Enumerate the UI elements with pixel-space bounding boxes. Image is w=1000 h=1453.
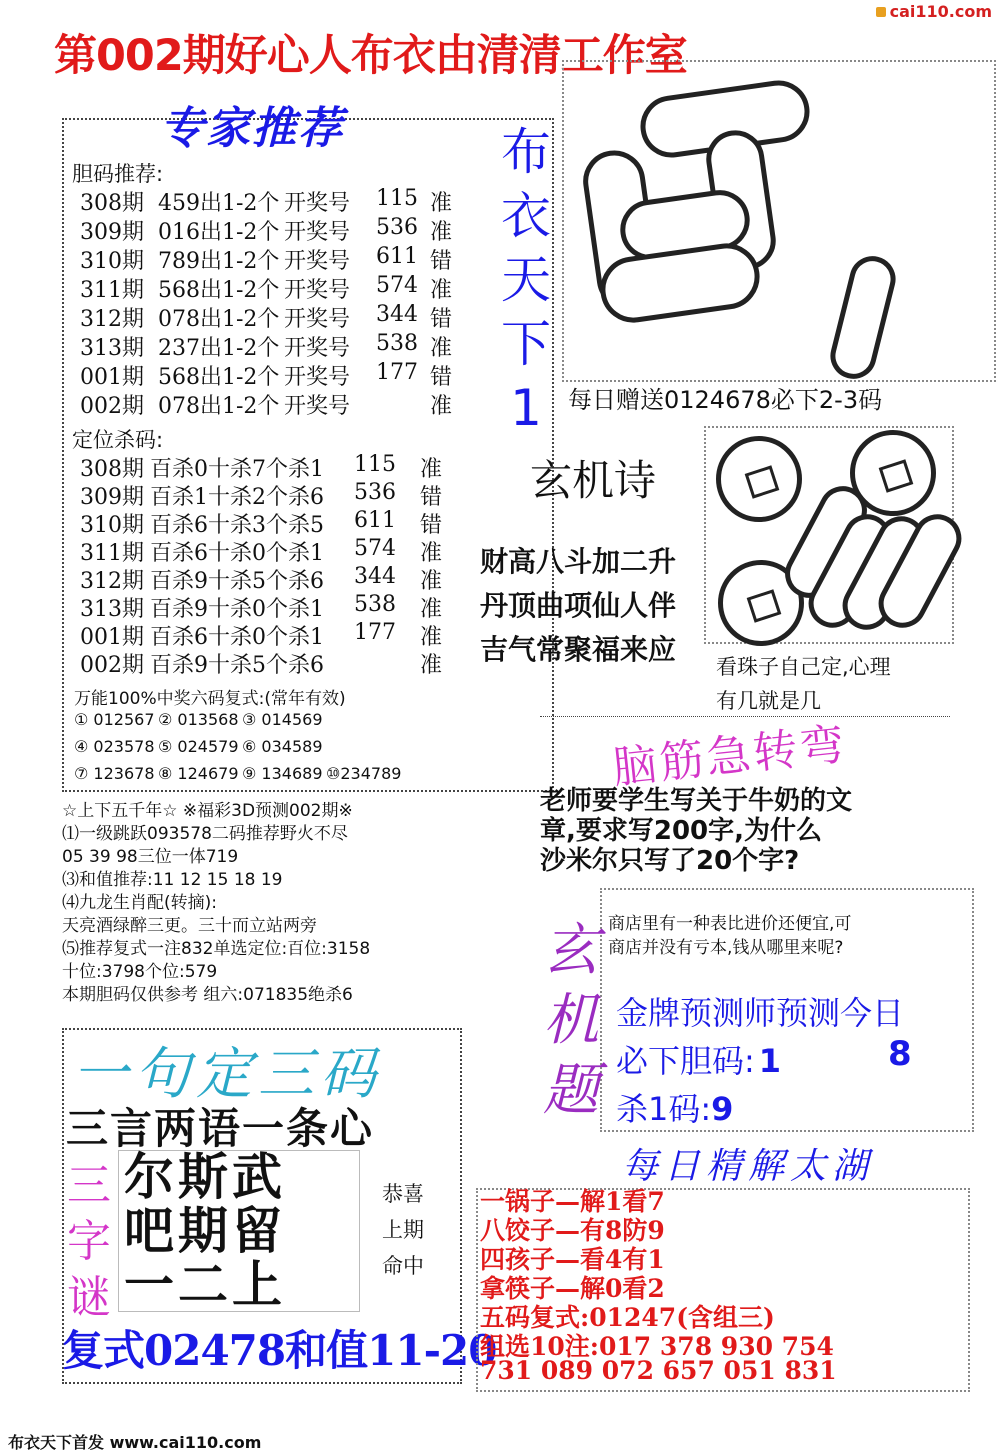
- dan-result: 错: [430, 307, 453, 332]
- kill-period: 309期: [80, 485, 144, 510]
- taihu-line: 八饺子—有8防9: [480, 1216, 665, 1245]
- dan-result: 错: [430, 365, 453, 390]
- wanneng-item: ④ 023578: [74, 737, 155, 756]
- history-line: ⑸推荐复式一注832单选定位:百位:3158: [62, 939, 371, 959]
- kill-result: 错: [420, 513, 443, 538]
- riddle-label: [64, 1158, 114, 1326]
- poem-note: [716, 650, 891, 718]
- riddle-line-3: 一二上: [124, 1256, 286, 1314]
- history-line: 天亮酒绿醉三更。三十而立站两旁: [62, 916, 317, 936]
- footer: 布衣天下首发 www.cai110.com: [8, 1433, 262, 1452]
- kill-pick: 百杀6十杀0个杀1: [150, 625, 324, 650]
- yiju-heading: 一句定三码: [72, 1042, 382, 1107]
- kill-result: 准: [420, 597, 443, 622]
- kill-period: 311期: [80, 541, 144, 566]
- history-line: 本期胆码仅供参考 组六:071835绝杀6: [62, 985, 353, 1005]
- dan-period: 308期: [80, 191, 144, 216]
- xuanji-label-2: 机: [543, 988, 599, 1053]
- taihu-line: 五码复式:01247(含组三): [480, 1303, 775, 1332]
- congrats-3: 命中: [382, 1254, 424, 1278]
- header-title: 第002期好心人布衣由清清工作室: [54, 31, 687, 81]
- logo-icon: [876, 7, 886, 17]
- dan-num: 611: [376, 244, 418, 269]
- dan-period: 313期: [80, 336, 144, 361]
- kill-result: 准: [420, 653, 443, 678]
- brain-question: [540, 786, 852, 876]
- dan-num: 538: [376, 331, 418, 356]
- poem-heading: 玄机诗: [530, 456, 657, 505]
- dan-pick: 459出1-2个: [158, 191, 280, 216]
- brain-line-2: 章,要求写200字,为什么: [540, 816, 823, 846]
- taihu-heading: 每日精解太湖: [622, 1146, 875, 1187]
- expert-heading: 专家推荐: [160, 103, 344, 154]
- dan-num: 115: [376, 186, 418, 211]
- dan-kaijiang: 开奖号: [284, 394, 351, 419]
- kill-pick: 百杀1十杀2个杀6: [150, 485, 324, 510]
- dan-num: 177: [376, 360, 418, 385]
- dan-result: 准: [430, 336, 453, 361]
- poem-note-1: 看珠子自己定,心理: [716, 655, 891, 679]
- wanneng-item: ⑨ 134689: [242, 764, 323, 783]
- dan-label: 胆码推荐:: [72, 162, 164, 186]
- buyi-char-1: 布: [501, 123, 551, 181]
- dan-kaijiang: 开奖号: [284, 249, 351, 274]
- congrats-1: 恭喜: [382, 1182, 424, 1206]
- wanneng-item: ② 013568: [158, 710, 239, 729]
- dan-pick: 568出1-2个: [158, 365, 280, 390]
- xuanji-label-3: 题: [543, 1058, 599, 1123]
- dan-pick: 078出1-2个: [158, 307, 280, 332]
- kill-num: 611: [354, 508, 396, 533]
- dan-period: 002期: [80, 394, 144, 419]
- dan-num: 574: [376, 273, 418, 298]
- yiju-phrase: 三言两语一条心: [66, 1104, 375, 1153]
- kill-period: 312期: [80, 569, 144, 594]
- taihu-line: 一锅子—解1看7: [480, 1187, 665, 1216]
- riddle-label-2: 字: [67, 1216, 111, 1267]
- kill-period: 002期: [80, 653, 144, 678]
- dan-kaijiang: 开奖号: [284, 336, 351, 361]
- poem-line-1: 财高八斗加二升: [480, 545, 677, 578]
- poem-line-2: 丹顶曲项仙人伴: [480, 589, 677, 622]
- wanneng-item: ① 012567: [74, 710, 155, 729]
- xuanji-question-2: 商店并没有亏本,钱从哪里来呢?: [608, 938, 844, 958]
- kill-result: 错: [420, 485, 443, 510]
- fushi-line: 复式02478和值11-20: [62, 1326, 497, 1375]
- wanneng-label: 万能100%中奖六码复式:(常年有效): [74, 689, 346, 709]
- kill-result: 准: [420, 541, 443, 566]
- brain-line-1: 老师要学生写关于牛奶的文: [540, 786, 853, 816]
- xuanji-question: [608, 912, 851, 960]
- dan-period: 311期: [80, 278, 144, 303]
- dan-pick: 237出1-2个: [158, 336, 280, 361]
- kill-num: 115: [354, 452, 396, 477]
- kill-period: 310期: [80, 513, 144, 538]
- brain-heading: 脑筋急转弯: [610, 718, 850, 795]
- kill-period: 313期: [80, 597, 144, 622]
- riddle-label-3: 谜: [67, 1272, 111, 1323]
- brain-line-3: 沙米尔只写了20个字?: [540, 846, 800, 876]
- kill-pick: 百杀0十杀7个杀1: [150, 457, 324, 482]
- kill-period: 001期: [80, 625, 144, 650]
- poem-note-2: 有几就是几: [716, 689, 821, 713]
- wanneng-item: ⑤ 024579: [158, 737, 239, 756]
- congrats: [382, 1176, 424, 1284]
- dan-result: 准: [430, 394, 453, 419]
- dan-period: 312期: [80, 307, 144, 332]
- dan-period: 310期: [80, 249, 144, 274]
- wanneng-item: ③ 014569: [242, 710, 323, 729]
- dan-kaijiang: 开奖号: [284, 191, 351, 216]
- congrats-2: 上期: [382, 1218, 424, 1242]
- dan-result: 错: [430, 249, 453, 274]
- history-line: ⑴一级跳跃093578二码推荐野火不尽: [62, 824, 348, 844]
- buyi-char-2: 衣: [501, 187, 551, 245]
- history-line: ⑶和值推荐:11 12 15 18 19: [62, 870, 283, 890]
- kill-result: 准: [420, 457, 443, 482]
- gold-kill-num: 9: [711, 1090, 734, 1128]
- dan-kaijiang: 开奖号: [284, 365, 351, 390]
- kill-num: 177: [354, 620, 396, 645]
- kill-num: 574: [354, 536, 396, 561]
- history-line: 05 39 98三位一体719: [62, 847, 239, 867]
- riddle-lines: [124, 1150, 286, 1312]
- riddle-line-2: 吧期留: [124, 1202, 286, 1260]
- poem-lines: [480, 540, 676, 672]
- history-line: 十位:3798个位:579: [62, 962, 218, 982]
- dan-kaijiang: 开奖号: [284, 307, 351, 332]
- history-line: ⑷九龙生肖配(转摘):: [62, 893, 217, 913]
- kill-pick: 百杀9十杀0个杀1: [150, 597, 324, 622]
- dan-pick: 016出1-2个: [158, 220, 280, 245]
- site-logo[interactable]: [876, 2, 992, 21]
- coin-shape: [716, 436, 802, 522]
- taihu-line: 拿筷子—解0看2: [480, 1274, 665, 1303]
- kill-period: 308期: [80, 457, 144, 482]
- kill-pick: 百杀6十杀0个杀1: [150, 541, 324, 566]
- poem-line-3: 吉气常聚福来应: [480, 633, 677, 666]
- buyi-char-4: 下: [501, 315, 551, 373]
- kill-pick: 百杀9十杀5个杀6: [150, 653, 324, 678]
- kill-result: 准: [420, 625, 443, 650]
- kill-num: 344: [354, 564, 396, 589]
- taihu-line: 四孩子—看4有1: [480, 1245, 665, 1274]
- dan-result: 准: [430, 220, 453, 245]
- gold-dan-line: [616, 1036, 781, 1082]
- wanneng-item: ⑩234789: [326, 764, 402, 783]
- kill-result: 准: [420, 569, 443, 594]
- site-logo-text: cai110.com: [889, 2, 992, 21]
- dan-period: 001期: [80, 365, 144, 390]
- wanneng-item: ⑦ 123678: [74, 764, 155, 783]
- dan-result: 准: [430, 191, 453, 216]
- dan-pick: 568出1-2个: [158, 278, 280, 303]
- xuanji-label: [536, 916, 606, 1126]
- kill-label: 定位杀码:: [72, 428, 164, 452]
- buyi-char-3: 天: [501, 251, 551, 309]
- buyi-char-5: 1: [510, 379, 542, 437]
- dan-result: 准: [430, 278, 453, 303]
- history-line: ☆上下五千年☆ ※福彩3D预测002期※: [62, 801, 353, 821]
- gold-kill-line: [616, 1084, 733, 1130]
- dan-num: 536: [376, 215, 418, 240]
- taihu-line: 731 089 072 657 051 831: [480, 1356, 837, 1385]
- dan-pick: 789出1-2个: [158, 249, 280, 274]
- wanneng-item: ⑧ 124679: [158, 764, 239, 783]
- kill-num: 536: [354, 480, 396, 505]
- dan-num: 344: [376, 302, 418, 327]
- gold-kill-label: 杀1码:: [616, 1090, 712, 1128]
- dan-kaijiang: 开奖号: [284, 220, 351, 245]
- dan-pick: 078出1-2个: [158, 394, 280, 419]
- dan-period: 309期: [80, 220, 144, 245]
- gold-dan-b: 8: [888, 1034, 912, 1074]
- wanneng-item: ⑥ 034589: [242, 737, 323, 756]
- gold-title: 金牌预测师预测今日: [616, 994, 905, 1032]
- daily-gift: 每日赠送0124678必下2-3码: [568, 386, 883, 414]
- dan-kaijiang: 开奖号: [284, 278, 351, 303]
- riddle-line-1: 尔斯武: [124, 1148, 286, 1206]
- kill-pick: 百杀6十杀3个杀5: [150, 513, 324, 538]
- xuanji-question-1: 商店里有一种表比进价还便宜,可: [608, 914, 852, 934]
- gold-dan-label: 必下胆码:: [616, 1042, 755, 1080]
- gold-dan-a: 1: [758, 1042, 782, 1080]
- buyi-vertical: [496, 120, 556, 440]
- taihu-line: 组选10注:017 378 930 754: [480, 1332, 834, 1361]
- riddle-label-1: 三: [67, 1160, 111, 1211]
- kill-num: 538: [354, 592, 396, 617]
- kill-pick: 百杀9十杀5个杀6: [150, 569, 324, 594]
- xuanji-label-1: 玄: [543, 918, 599, 983]
